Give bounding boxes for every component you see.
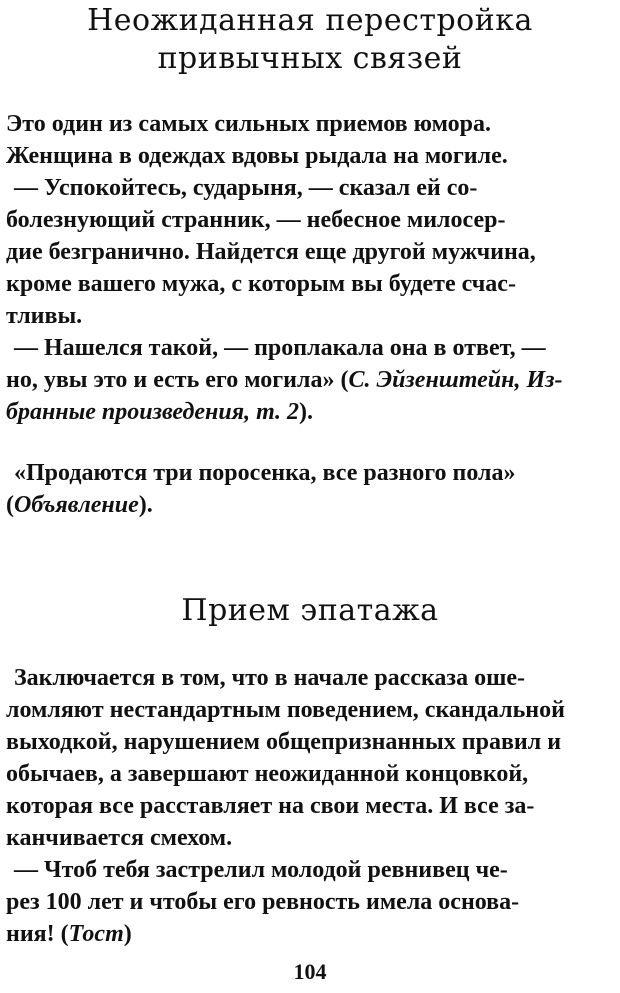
page-number: 104 [293, 959, 327, 984]
paragraph-description-line-1: Заключается в том, что в начале рассказа ошe- [14, 665, 525, 691]
paragraph-toast-line-3 [6, 918, 612, 950]
paragraph-toast-line-1: — Чтоб тебя застрелил молодой ревнивец че- [14, 857, 508, 883]
paragraph-wanderer-line-2: болезнующий странник, — небесное милосер- [6, 207, 506, 233]
paragraph-description-line-6: канчивается смехом. [6, 825, 233, 851]
section-title-line-2: привычных связей [157, 41, 463, 76]
paragraph-reply-line-1: — Нашелся такой, — проплакала она в ответ, — [14, 335, 546, 361]
paragraph-description-line-3: выходкой, нарушением общепризнанных правил и [6, 729, 562, 755]
announcement-quote [6, 457, 612, 521]
paragraph-intro: Это один из самых сильных приемов юмора. [6, 111, 492, 137]
paragraph-wanderer-line-5: тливы. [6, 303, 83, 329]
paragraph-description-line-5: которая все расставляет на свои места. И все за- [6, 793, 535, 819]
quote-open-paren: ( [6, 492, 14, 518]
paragraph-toast-line-2: рез 100 лет и чтобы его ревность имела основа- [6, 889, 520, 915]
paragraph-wanderer-line-4: кроме вашего мужа, с которым вы будете счас- [6, 271, 516, 297]
quote-text: «Продаются три поросенка, все разного пола» [14, 460, 516, 486]
reply-text: но, увы это и есть его могила» ( [6, 367, 349, 393]
toast-source: Тост [68, 921, 124, 947]
citation-close: ). [299, 399, 314, 425]
quote-source-line [6, 489, 612, 521]
paragraph-description-line-2: ломляют нестандартным поведением, скандальной [6, 697, 565, 723]
citation-source-cont: бранные произведения, т. 2 [6, 399, 300, 425]
toast-close-paren: ) [123, 921, 132, 947]
section-title-unexpected-restructuring [0, 2, 620, 78]
paragraph-wanderer-line-3: дие безгранично. Найдется еще другой мужчина, [6, 239, 536, 265]
section-title-line-1: Неожиданная перестройка [87, 3, 533, 38]
citation-source: С. Эйзенштейн, Из- [348, 367, 563, 393]
section-2-body [6, 662, 612, 950]
section-title-shock-technique: Прием эпатажа [181, 593, 439, 628]
paragraph-reply-line-2 [6, 364, 612, 396]
toast-text: ния! ( [6, 921, 69, 947]
quote-source: Объявление [14, 492, 139, 518]
quote-close-paren: ). [138, 492, 153, 518]
paragraph-reply-line-3 [6, 396, 612, 428]
paragraph-description-line-4: обычаев, а завершают неожиданной концовкой, [6, 761, 529, 787]
paragraph-widow: Женщина в одеждах вдовы рыдала на могиле. [6, 143, 508, 169]
paragraph-wanderer-line-1: — Успокойтесь, сударыня, — сказал ей со- [14, 175, 478, 201]
section-1-body [6, 108, 612, 428]
